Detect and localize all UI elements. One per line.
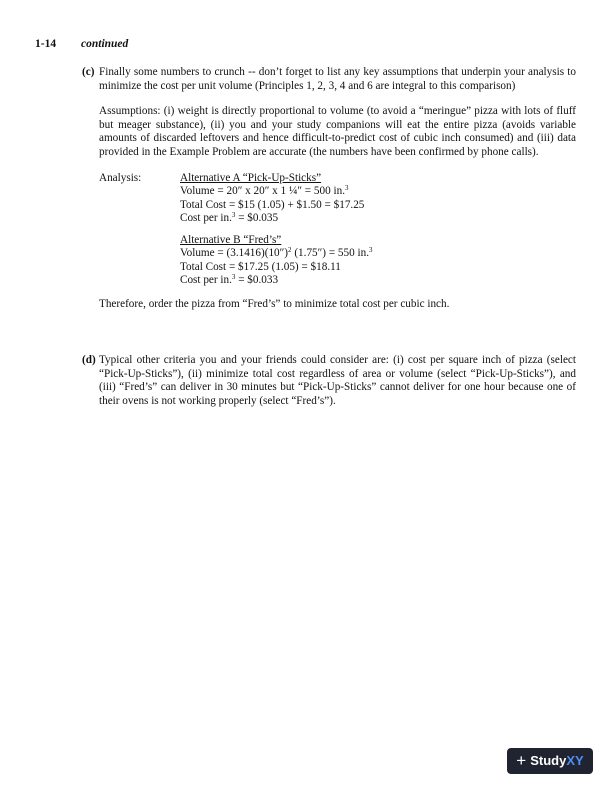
part-d-body — [99, 354, 576, 408]
part-d-section — [70, 354, 576, 420]
plus-icon: + — [516, 751, 527, 770]
alternative-b — [180, 234, 373, 288]
analysis-label: Analysis: — [99, 171, 142, 184]
continued-label: continued — [81, 38, 129, 50]
alternative-b-total-cost: Total Cost = $17.25 (1.05) = $18.11 — [180, 260, 341, 273]
part-c-label: (c) — [82, 66, 95, 78]
problem-number: 1-14 — [35, 38, 57, 50]
badge-brand: StudyXY — [530, 753, 584, 768]
part-c-body — [99, 66, 576, 160]
analysis-block — [99, 172, 576, 298]
alternative-b-title: Alternative B “Fred’s” — [180, 233, 282, 246]
conclusion: Therefore, order the pizza from “Fred’s” to minimize total cost per cubic inch. — [99, 297, 450, 310]
part-d-text: Typical other criteria you and your friends could consider are: (i) cost per square inch of pizza (select “Pick-Up-Sticks”), (ii) minimize total cost regardless of area or volume (select “Pick-Up-Sticks”), and (iii) “Fred’s” can deliver in 30 minutes but “Pick-Up-Sticks” cannot deliver for one hour because one of their ovens is not working properly (select “Fred’s”). — [99, 354, 576, 407]
alternative-b-cost-per: Cost per in.$^3$ = $0.033 — [180, 273, 279, 287]
part-c-intro: Finally some numbers to crunch -- don’t forget to list any key assumptions that underpin your analysis to minimize the cost per unit volume (Principles 1, 2, 3, 4 and 6 are integral to this comparison) — [99, 66, 576, 92]
studyxy-badge[interactable] — [507, 748, 593, 774]
alternative-a-volume: Volume = 20″ x 20″ x 1 ¼″ = 500 in.$^3$ — [180, 184, 349, 198]
assumptions-paragraph: Assumptions: (i) weight is directly proportional to volume (to avoid a “meringue” pizza with lots of fluff but meager substance), (ii) you and your study companions will eat the entire pizza (avoids variable amounts of discarded leftovers and hence difficult-to-predict cost of cubic inch consumed) and (iii) data provided in the Example Problem are accurate (the numbers have been confirmed by phone calls). — [99, 105, 576, 158]
alternative-a-total-cost: Total Cost = $15 (1.05) + $1.50 = $17.25 — [180, 198, 365, 211]
alternative-b-volume: Volume = $(3.1416)(10'')^2$ (1.75″) = 550 in.$^3$ — [180, 246, 373, 260]
part-c-section — [70, 66, 576, 323]
conclusion-wrap — [99, 298, 576, 312]
alternative-a — [180, 172, 364, 226]
part-d-label: (d) — [82, 354, 96, 366]
alternative-a-title: Alternative A “Pick-Up-Sticks” — [180, 171, 322, 184]
alternative-a-cost-per: Cost per in.$^3$ = $0.035 — [180, 211, 279, 225]
